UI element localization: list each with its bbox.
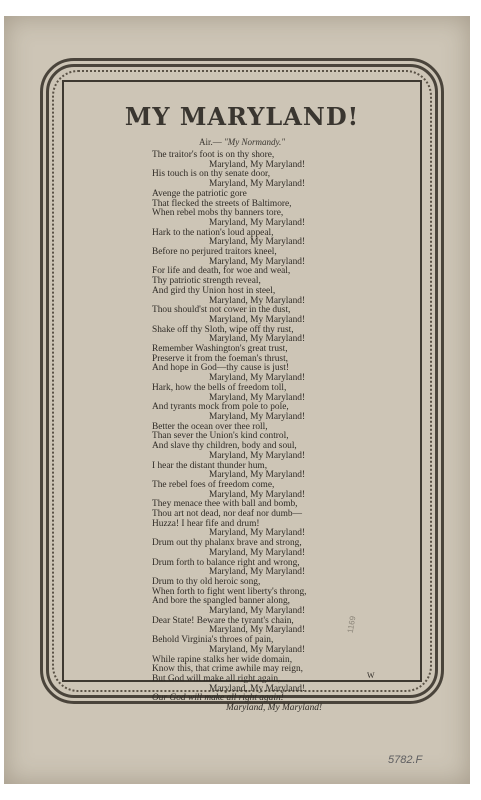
printer-mark: W	[367, 671, 375, 680]
verse-line: Before no perjured traitors kneel,	[152, 247, 277, 258]
verse-line: The traitor's foot is on thy shore,	[152, 150, 275, 160]
verse-line: Remember Washington's great trust,	[152, 344, 288, 355]
refrain-line: Maryland, My Maryland!	[209, 567, 306, 578]
refrain-line: Maryland, My Maryland!	[209, 217, 306, 228]
verse-line: Drum forth to balance right and wrong,	[152, 557, 300, 568]
verse-line: Hark, how the bells of freedom toll,	[152, 382, 287, 393]
verse-line: I hear the distant thunder hum,	[152, 460, 268, 471]
verse-line: Avenge the patriotic gore	[152, 188, 247, 199]
verse-line: Thou art not dead, nor deaf nor dumb—	[152, 509, 302, 520]
closing-line: Maryland, My Maryland!	[226, 703, 323, 714]
refrain-line: Maryland, My Maryland!	[209, 606, 306, 617]
refrain-line: Maryland, My Maryland!	[209, 392, 306, 403]
verse-line: Better the ocean over thee roll,	[152, 421, 268, 432]
refrain-line: Maryland, My Maryland!	[209, 314, 306, 325]
refrain-line: Maryland, My Maryland!	[209, 528, 306, 539]
verse-line: And bore the spangled banner along,	[152, 596, 290, 607]
verse-line: Huzza! I hear fife and drum!	[152, 518, 260, 529]
verse-line: And hope in God—thy cause is just!	[152, 363, 289, 374]
verse-line: Drum to thy old heroic song,	[152, 576, 261, 587]
song-title: MY MARYLAND!	[124, 102, 360, 131]
refrain-line: Maryland, My Maryland!	[209, 295, 306, 306]
refrain-line: Maryland, My Maryland!	[209, 625, 306, 636]
refrain-line: Maryland, My Maryland!	[209, 547, 306, 558]
verse-line: But God will make all right again,	[152, 673, 281, 684]
verse-line: Thy patriotic strength reveal,	[152, 276, 261, 287]
verse-line: And tyrants mock from pole to pole,	[152, 402, 289, 413]
verse-line: For life and death, for woe and weal,	[152, 266, 291, 277]
refrain-line: Maryland, My Maryland!	[209, 683, 306, 694]
verse-line: Drum out thy phalanx brave and strong,	[152, 538, 302, 549]
pencil-annotation-vertical: 1169	[345, 615, 358, 634]
poem-text	[152, 151, 392, 714]
verse-line: Hark to the nation's loud appeal,	[152, 227, 274, 238]
verse-line: Behold Virginia's throes of pain,	[152, 635, 274, 646]
air-tune: "My Normandy."	[223, 137, 286, 147]
verse-line: When forth to fight went liberty's throng,	[152, 586, 307, 597]
refrain-line: Maryland, My Maryland!	[209, 256, 306, 267]
verse-line: Thou should'st not cower in the dust,	[152, 305, 291, 316]
refrain-line: Maryland, My Maryland!	[209, 334, 306, 345]
air-prefix: Air.—	[198, 137, 222, 147]
verse-line: His touch is on thy senate door,	[152, 169, 271, 180]
verse-line: Know this, that crime awhile may reign,	[152, 664, 304, 675]
verse-line: While rapine stalks her wide domain,	[152, 654, 293, 665]
refrain-line: Maryland, My Maryland!	[209, 470, 306, 481]
refrain-line: Maryland, My Maryland!	[209, 450, 306, 461]
air-line	[62, 137, 422, 147]
refrain-line: Maryland, My Maryland!	[209, 644, 306, 655]
verse-line: Than sever the Union's kind control,	[152, 431, 289, 442]
refrain-line: Maryland, My Maryland!	[209, 489, 306, 500]
verse-line: Preserve it from the foeman's thrust,	[152, 353, 289, 364]
pencil-catalog-number: 5782.F	[388, 754, 423, 766]
refrain-line: Maryland, My Maryland!	[209, 373, 306, 384]
verse-line: The rebel foes of freedom come,	[152, 479, 275, 490]
verse-line: They menace thee with ball and bomb,	[152, 499, 298, 510]
verse-line: And slave thy children, body and soul,	[152, 441, 297, 452]
refrain-line: Maryland, My Maryland!	[209, 159, 306, 170]
refrain-line: Maryland, My Maryland!	[209, 179, 306, 190]
refrain-line: Maryland, My Maryland!	[209, 237, 306, 248]
verse-line: Dear State! Beware the tyrant's chain,	[152, 615, 294, 626]
verse-line: That flecked the streets of Baltimore,	[152, 198, 292, 209]
verse-line: Shake off thy Sloth, wipe off thy rust,	[152, 324, 294, 335]
closing-line: Our God will make all right again!	[152, 693, 284, 704]
refrain-line: Maryland, My Maryland!	[209, 411, 306, 422]
verse-line: And gird thy Union host in steel,	[152, 285, 276, 296]
verse-line: When rebel mobs thy banners tore,	[152, 208, 284, 219]
